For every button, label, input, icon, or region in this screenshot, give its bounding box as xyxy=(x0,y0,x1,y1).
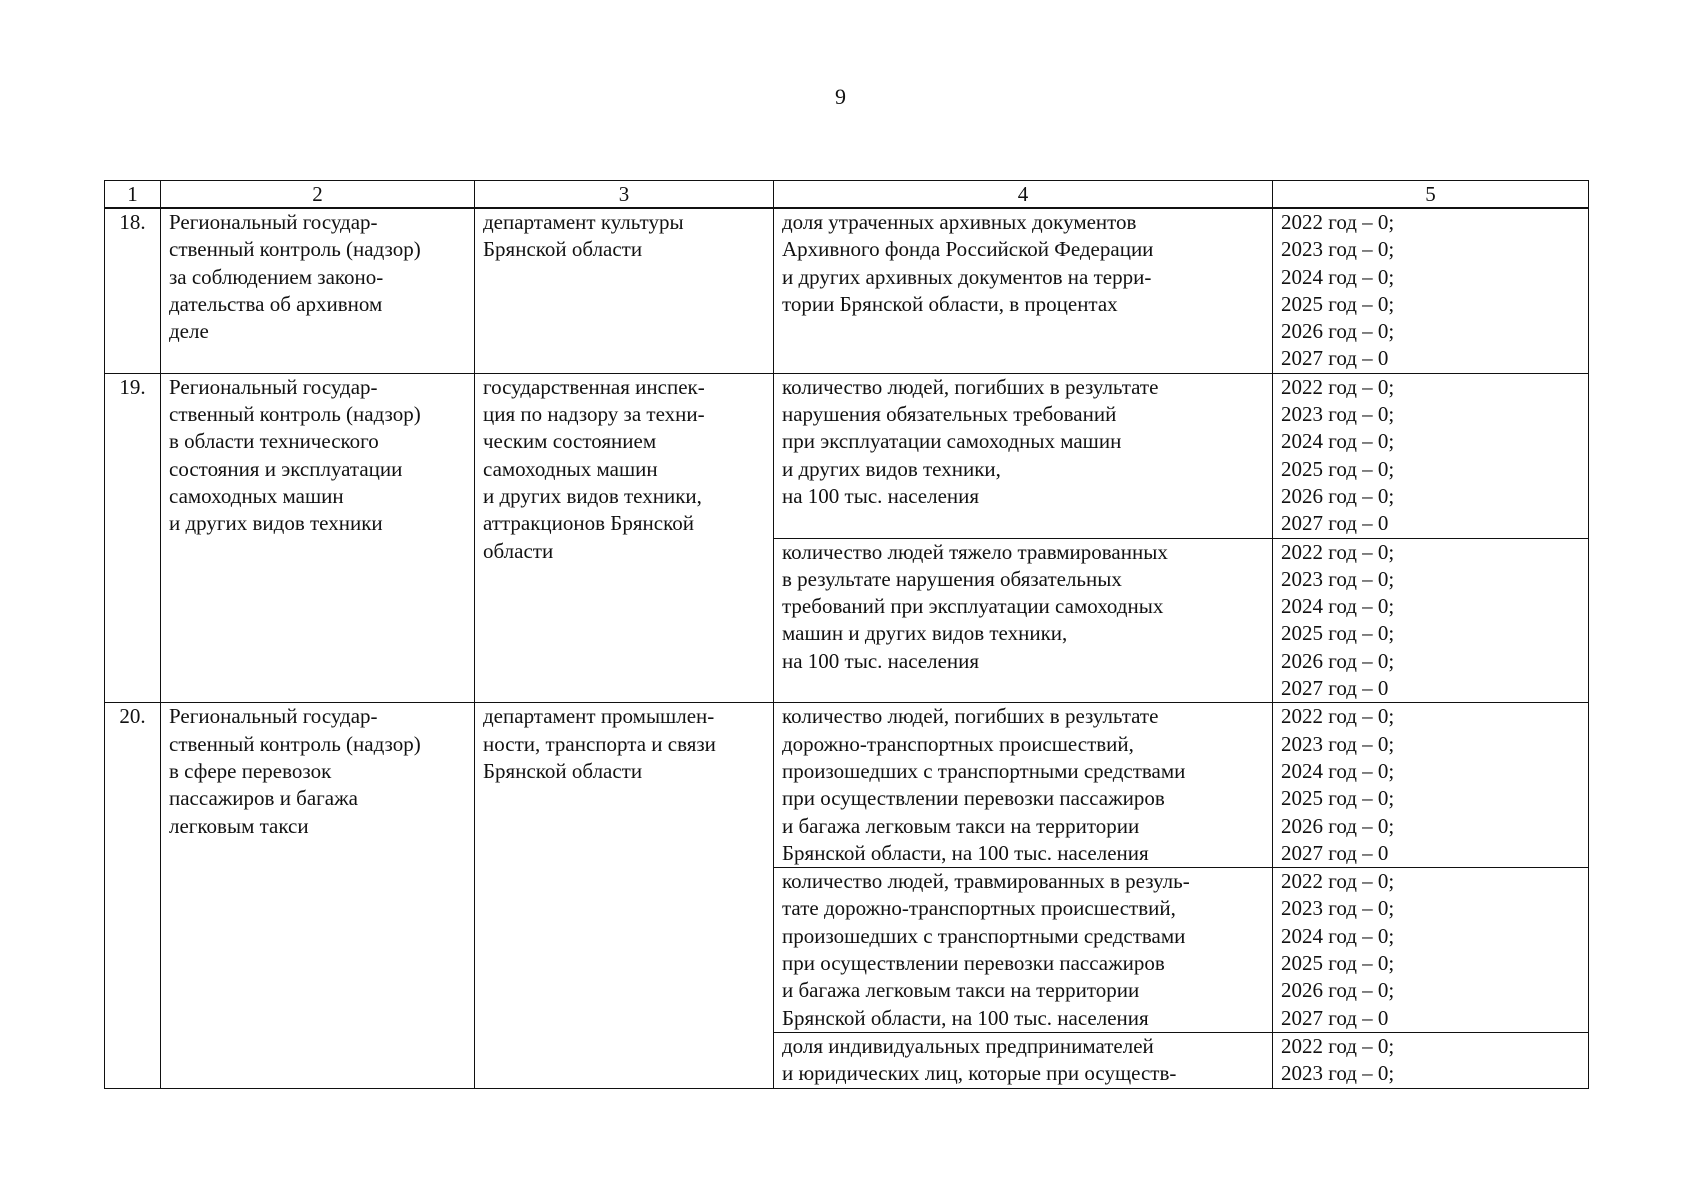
page-number: 9 xyxy=(835,84,846,109)
indicator-values: 2022 год – 0; 2023 год – 0; 2024 год – 0; 2025 год – 0; 2026 год – 0; 2027 год – 0 xyxy=(1273,538,1589,703)
control-authority: департамент культуры Брянской области xyxy=(475,208,774,373)
control-authority: департамент промышлен- ности, транспорта и связи Брянской области xyxy=(475,703,774,1088)
control-authority: государственная инспек- ция по надзору за техни- ческим состоянием самоходных машин и других видов техники, аттракционов Брянской области xyxy=(475,373,774,703)
column-header: 1 xyxy=(105,181,161,209)
indicator-text: доля индивидуальных предпринимателей и юридических лиц, которые при осуществ- xyxy=(774,1032,1273,1088)
table-row xyxy=(105,373,1589,538)
indicator-values: 2022 год – 0; 2023 год – 0; 2024 год – 0; 2025 год – 0; 2026 год – 0; 2027 год – 0 xyxy=(1273,703,1589,868)
indicator-text: количество людей, погибших в результате нарушения обязательных требований при эксплуатации самоходных машин и других видов техники, на 100 тыс. населения xyxy=(774,373,1273,538)
column-header: 2 xyxy=(161,181,475,209)
control-type: Региональный государ- ственный контроль (надзор) в области технического состояния и эксплуатации самоходных машин и других видов техники xyxy=(161,373,475,703)
indicator-text: количество людей, травмированных в резуль- тате дорожно-транспортных происшествий, произошедших с транспортными средствами при осуществлении перевозки пассажиров и багажа легковым такси на территории Брянской области, на 100 тыс. населения xyxy=(774,868,1273,1033)
header-row xyxy=(105,181,1589,209)
indicator-values: 2022 год – 0; 2023 год – 0; 2024 год – 0; 2025 год – 0; 2026 год – 0; 2027 год – 0 xyxy=(1273,373,1589,538)
column-header: 5 xyxy=(1273,181,1589,209)
indicator-text: количество людей, погибших в результате дорожно-транспортных происшествий, произошедших с транспортными средствами при осуществлении перевозки пассажиров и багажа легковым такси на территории Брянской области, на 100 тыс. населения xyxy=(774,703,1273,868)
table-row xyxy=(105,703,1589,868)
indicator-text: количество людей тяжело травмированных в результате нарушения обязательных требований при эксплуатации самоходных машин и других видов техники, на 100 тыс. населения xyxy=(774,538,1273,703)
table-row xyxy=(105,208,1589,373)
indicators-table xyxy=(104,180,1589,1089)
control-type: Региональный государ- ственный контроль (надзор) за соблюдением законо- дательства об архивном деле xyxy=(161,208,475,373)
indicator-values: 2022 год – 0; 2023 год – 0; 2024 год – 0; 2025 год – 0; 2026 год – 0; 2027 год – 0 xyxy=(1273,868,1589,1033)
indicator-values: 2022 год – 0; 2023 год – 0; 2024 год – 0; 2025 год – 0; 2026 год – 0; 2027 год – 0 xyxy=(1273,208,1589,373)
indicator-values: 2022 год – 0; 2023 год – 0; xyxy=(1273,1032,1589,1088)
row-number: 18. xyxy=(105,208,161,373)
column-header: 4 xyxy=(774,181,1273,209)
column-header: 3 xyxy=(475,181,774,209)
row-number: 20. xyxy=(105,703,161,1088)
row-number: 19. xyxy=(105,373,161,703)
indicator-text: доля утраченных архивных документов Архивного фонда Российской Федерации и других архивных документов на терри- тории Брянской области, в процентах xyxy=(774,208,1273,373)
control-type: Региональный государ- ственный контроль (надзор) в сфере перевозок пассажиров и багажа легковым такси xyxy=(161,703,475,1088)
